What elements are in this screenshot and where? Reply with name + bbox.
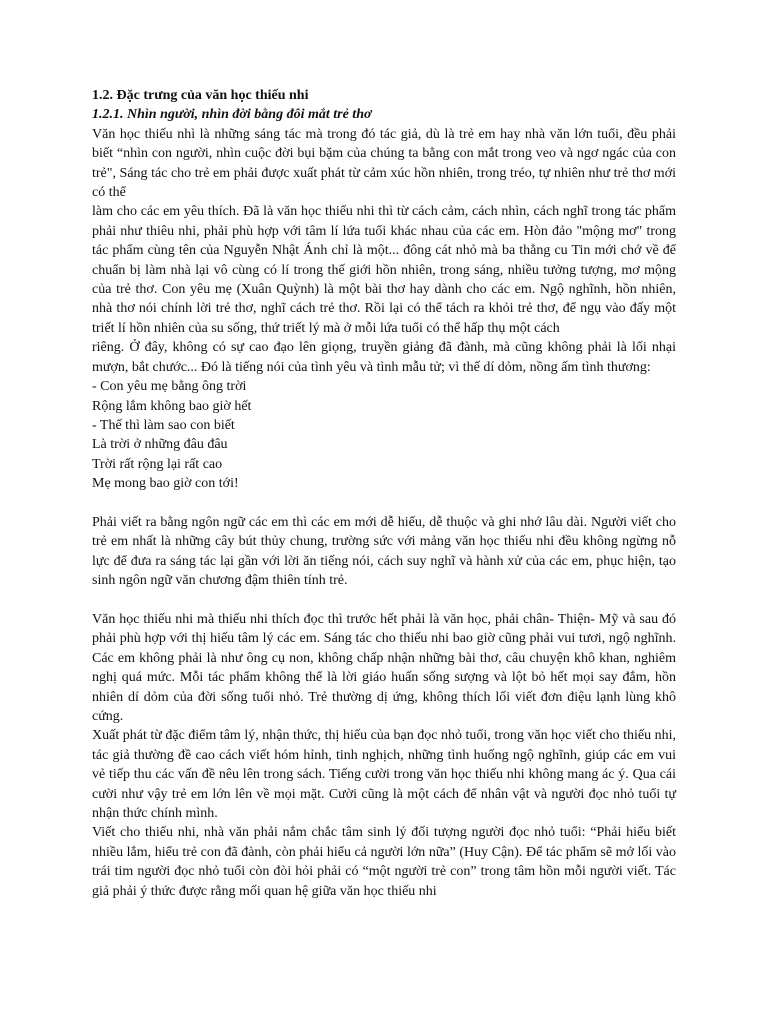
paragraph-3: riêng. Ở đây, không có sự cao đạo lên giọng, truyền giảng đã đành, mà cũng không phải là lối nhại mượn, bắt chước... Đó là tiếng nói của tình yêu và tình mẫu tử; vì thế dí dỏm, nồng ấm tình thương: [92, 340, 676, 375]
blank-line [92, 494, 676, 513]
paragraph-1: Văn học thiếu nhì là những sáng tác mà trong đó tác giả, dù là trẻ em hay nhà văn lớn tuổi, đều phải biết “nhìn con người, nhìn cuộc đời bụi bặm của chúng ta bằng con mắt trong veo và ngơ ngác của con trẻ", Sáng tác cho trẻ em phải được xuất phát từ cảm xúc hồn nhiên, trong tréo, tự nhiên như trẻ thơ mới có thể [92, 126, 676, 201]
blank-line [92, 591, 676, 610]
poem-line: Là trời ở những đâu đâu [92, 437, 228, 453]
poem-line: - Thế thì làm sao con biết [92, 417, 235, 433]
paragraph-2: làm cho các em yêu thích. Đã là văn học thiếu nhi thì từ cách cảm, cách nhìn, cách nghĩ trong tác phẩm phải như thiêu nhi, phải phù hợp với tâm lí lứa tuổi khác nhau của các em. Hòn đảo "mộng mơ" trong tác phẩm cùng tên của Nguyễn Nhật Ánh chỉ là một... đông cát nhỏ mà ba thằng cu Tin mới chớ về để chuẩn bị làm nhà lại vô cùng có lí trong thế giới hồn nhiên, trong sáng, nhiều tưởng tượng, mơ mộng của trẻ thơ. Con yêu mẹ (Xuân Quỳnh) là một bài thơ hay dành cho các em. Ngộ nghĩnh, hồn nhiên, nhà thơ nói chính lời trẻ thơ, nghĩ cách trẻ thơ. Rồi lại có thể tách ra khỏi trẻ thơ, để ngụ vào đấy một triết lí hồn nhiên của su sống, thứ triết lý mà ở mỗi lứa tuổi có thể hấp thụ một cách [92, 204, 676, 336]
poem-line: Mẹ mong bao giờ con tới! [92, 476, 239, 492]
poem-line: - Con yêu mẹ bằng ông trời [92, 379, 247, 395]
poem-line: Rộng lắm không bao giờ hết [92, 398, 252, 414]
paragraph-7: Viết cho thiếu nhi, nhà văn phải nắm chắc tâm sinh lý đối tượng người đọc nhỏ tuổi: “Phải hiểu biết nhiều lắm, hiểu trẻ con đã đành, còn phải hiểu cả người lớn nữa” (Huy Cận). Để tác phẩm sẽ mở lối vào trái tim người đọc nhỏ tuổi còn đòi hỏi phải có “một người trẻ con” trong tâm hồn mỗi người viết. Tác giả phải ý thức được rằng mối quan hệ giữa văn học thiếu nhi [92, 825, 676, 899]
paragraph-5: Văn học thiếu nhi mà thiếu nhi thích đọc thì trước hết phải là văn học, phải chân- Thiện- Mỹ và sau đó phải phù hợp với thị hiếu tâm lý các em. Sáng tác cho thiếu nhi bao giờ cũng phải vui tươi, ngộ nghĩnh. Các em không phải là như ông cụ non, không chấp nhận những bài thơ, câu chuyện khô khan, nghiêm nghị quá mức. Mỗi tác phẩm không thể là lời giáo huấn sống sượng và lột bỏ hết mọi say đắm, hồn nhiên dí dỏm của đời sống tuổi nhỏ. Trẻ thường dị ứng, không thích lối viết đơn điệu lạnh lùng khô cứng. [92, 611, 676, 724]
poem-line: Trời rất rộng lại rất cao [92, 456, 223, 472]
paragraph-6: Xuất phát từ đặc điểm tâm lý, nhận thức, thị hiếu của bạn đọc nhỏ tuổi, trong văn học viết cho thiếu nhi, tác giả thường đề cao cách viết hóm hỉnh, tinh nghịch, những tình huống ngộ nghĩnh, giúp các em vui vẻ tiếp thu các vấn đề nêu lên trong sách. Tiếng cười trong văn học thiếu nhi không mang ác ý. Qua cái cười như vậy trẻ em lớn lên về mọi mặt. Cười cũng là một cách để nhân vật và người đọc nhỏ tuổi tự nhận thức chính mình. [92, 728, 676, 821]
poem [92, 377, 676, 493]
subsection-heading: 1.2.1. Nhìn người, nhìn đời bằng đôi mắt trẻ thơ [92, 107, 372, 123]
document-page [92, 86, 676, 901]
section-heading: 1.2. Đặc trưng của văn học thiếu nhi [92, 88, 309, 103]
paragraph-4: Phải viết ra bằng ngôn ngữ các em thì các em mới dễ hiểu, dễ thuộc và ghi nhớ lâu dài. Người viết cho trẻ em nhất là những cây bút thủy chung, trường sức với mảng văn học thiếu nhi đều không ngừng nỗ lực để đưa ra sáng tác lại gần với lời ăn tiếng nói, cách suy nghĩ và hành xử của các em, phục hiện, tạo sinh ngôn ngữ văn chương đậm thiên tính trẻ. [92, 514, 676, 589]
